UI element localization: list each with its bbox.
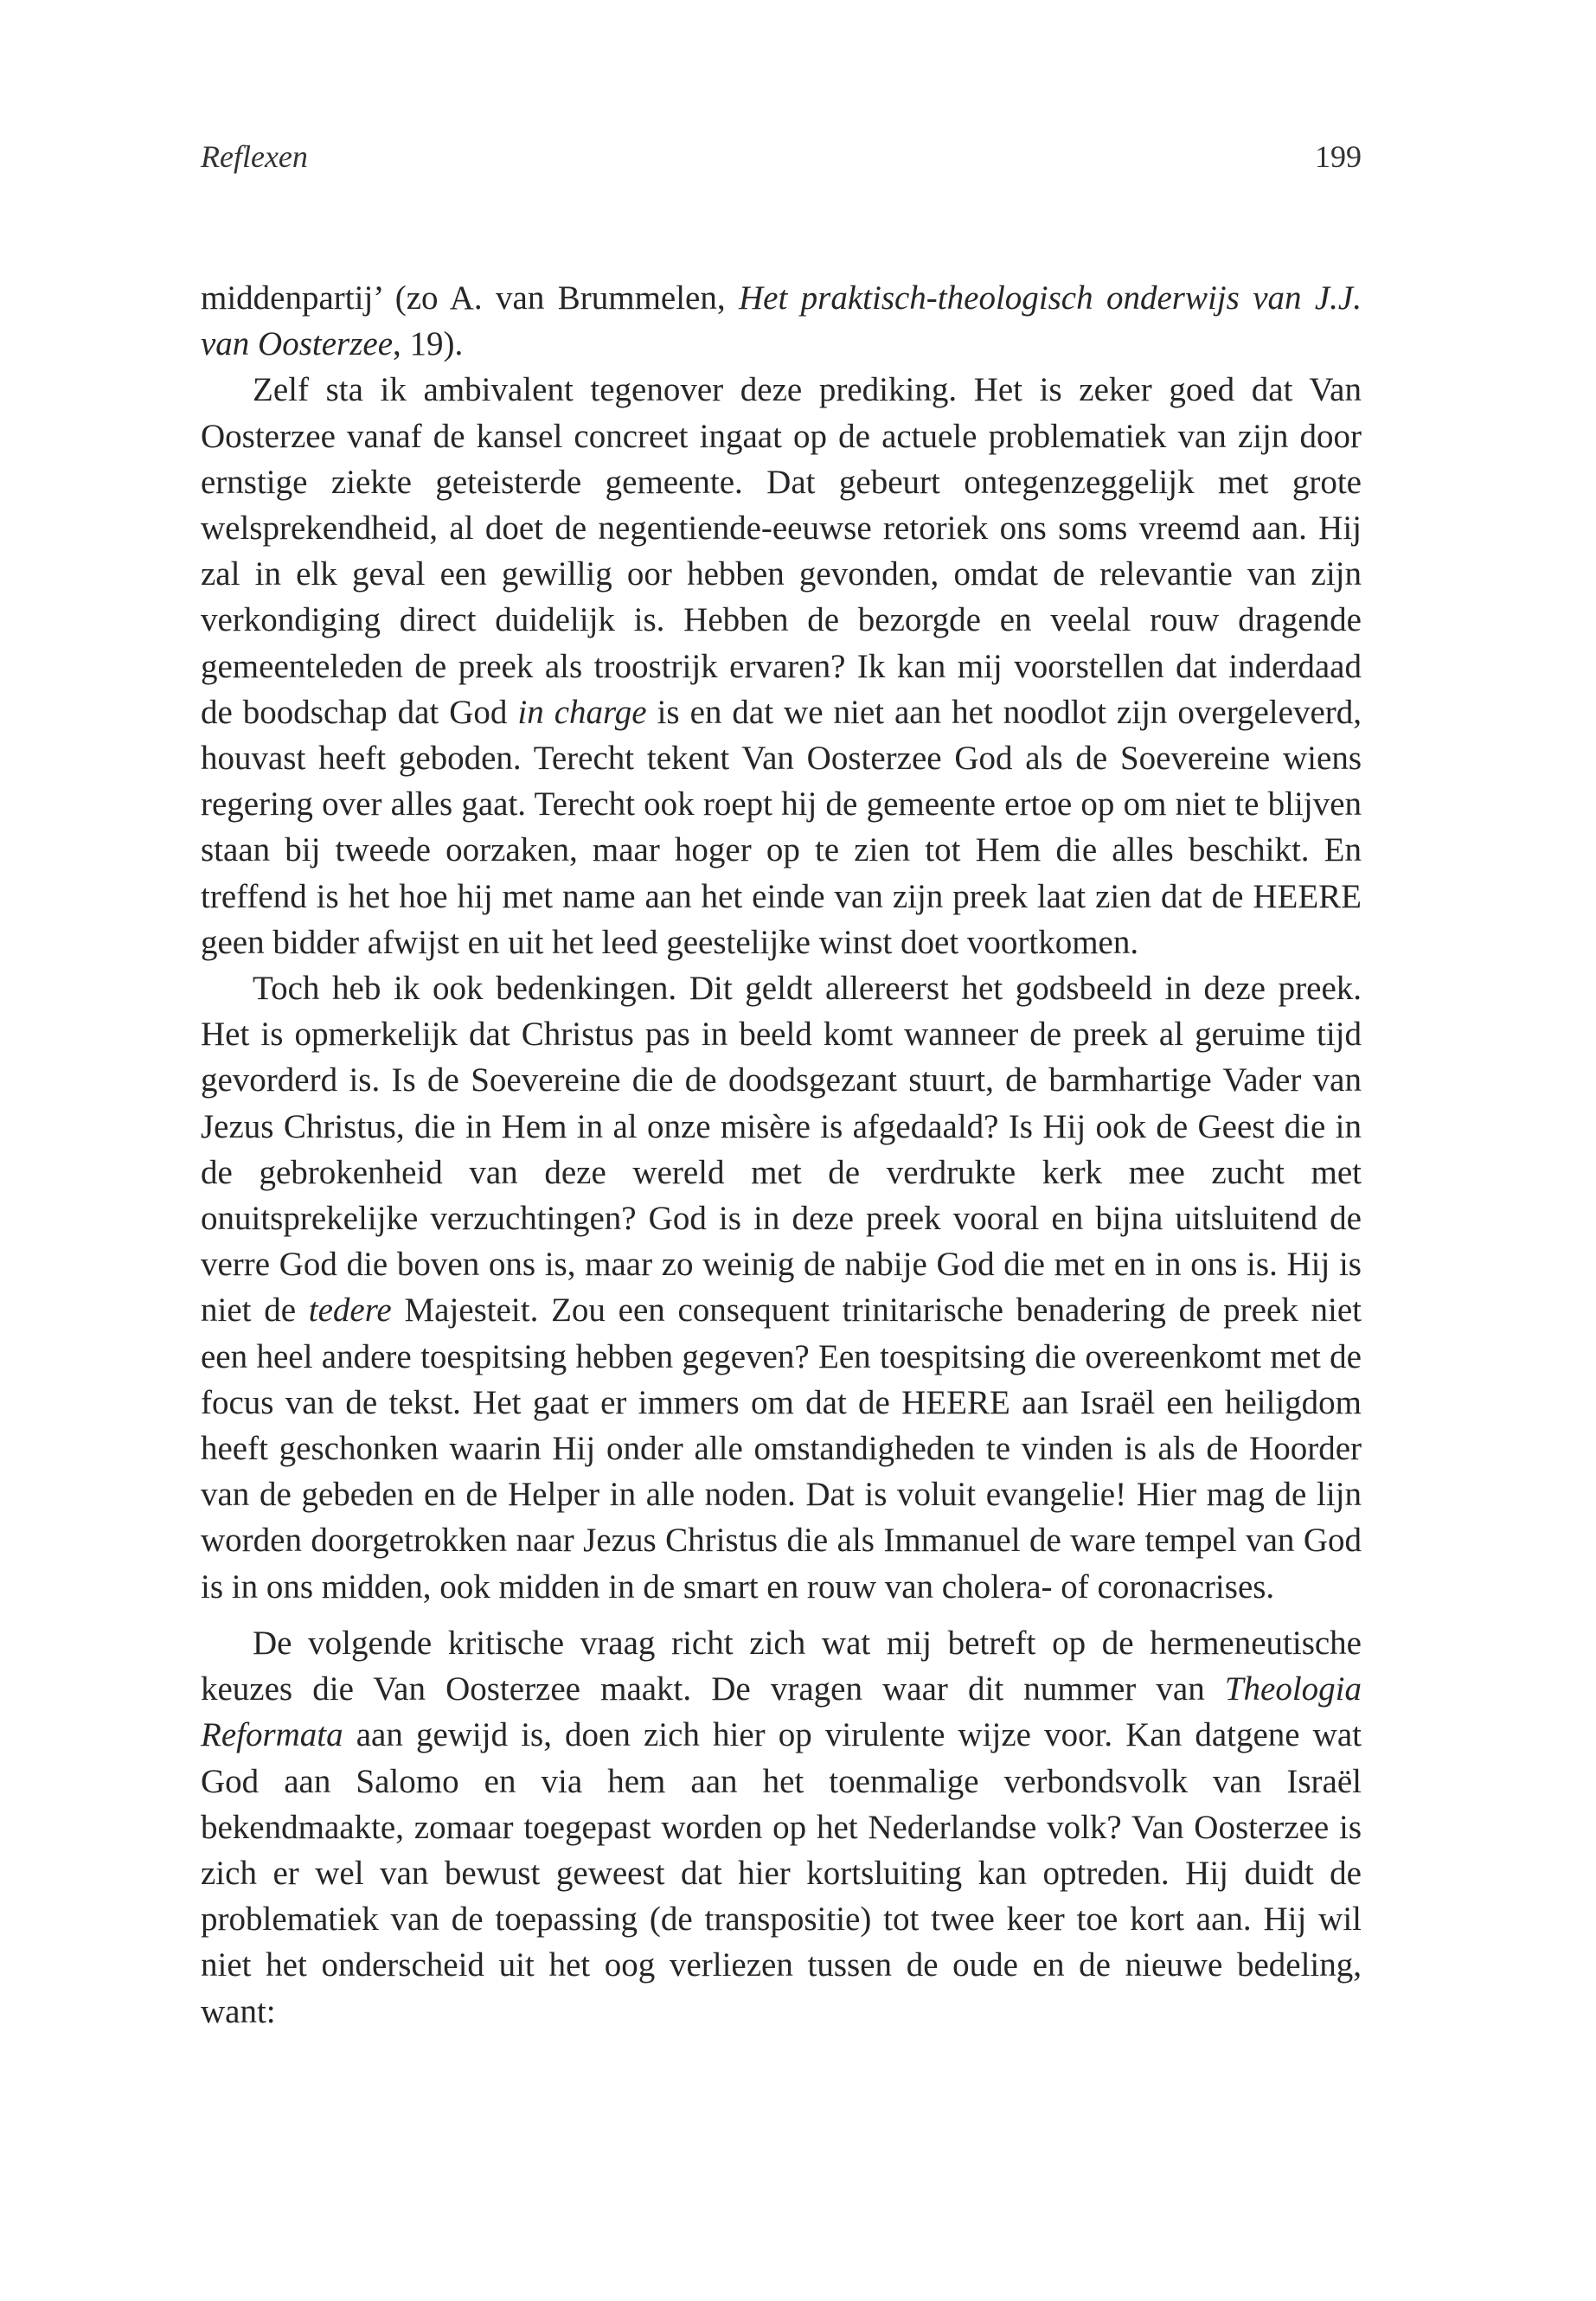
paragraph-2-text-c: is en dat we niet aan het noodlot zijn overgeleverd, houvast heeft geboden. Terecht tekent Van Oosterzee God als de Soevereine wiens regering over alles gaat. Terecht ook roept hij de gemeente ertoe op om niet te blijven staan bij tweede oorzaken, maar hoger op te zien tot Hem die alles beschikt. En treffend is het hoe hij met name aan het einde van zijn preek laat zien dat de HEERE geen bidder afwijst en uit het leed geestelijke winst doet voortkomen.: [201, 693, 1362, 961]
paragraph-1-italic: Het praktisch-theologisch onderwijs van J.J. van Oosterzee: [201, 279, 1362, 363]
paragraph-4-italic: Theologia Reformata: [201, 1670, 1362, 1754]
body-text: [201, 275, 1362, 2035]
paragraph-2-italic: in charge: [517, 693, 647, 731]
running-title: Reflexen: [201, 139, 308, 174]
paragraph-3-italic: tedere: [308, 1292, 392, 1330]
running-header: [201, 138, 1362, 182]
paragraph-3-text-c: Majesteit. Zou een consequent trinitarische benadering de preek niet een heel andere toespitsing hebben gegeven? Een toespitsing die overeenkomt met de focus van de tekst. Het gaat er immers om dat de HEERE aan Israël een heiligdom heeft geschonken waarin Hij onder alle omstandigheden te vinden is als de Hoorder van de gebeden en de Helper in alle noden. Dat is voluit evangelie! Hier mag de lijn worden doorgetrokken naar Jezus Christus die als Immanuel de ware tempel van God is in ons midden, ook midden in de smart en rouw van cholera- of coronacrises.: [201, 1292, 1362, 1606]
paragraph-2: [201, 367, 1362, 965]
paragraph-1-text-c: , 19).: [393, 325, 464, 363]
paragraph-3-text-a: Toch heb ik ook bedenkingen. Dit geldt allereerst het godsbeeld in deze preek. Het is opmerkelijk dat Christus pas in beeld komt wanneer de preek al geruime tijd gevorderd is. Is de Soevereine die de doodsgezant stuurt, de barmhartige Vader van Jezus Christus, die in Hem in al onze misère is afgedaald? Is Hij ook de Geest die in de gebrokenheid van deze wereld met de verdrukte kerk mee zucht met onuitsprekelijke verzuchtingen? God is in deze preek vooral en bijna uitsluitend de verre God die boven ons is, maar zo weinig de nabije God die met en in ons is. Hij is niet de: [201, 970, 1362, 1330]
paragraph-4-text-c: aan gewijd is, doen zich hier op virulente wijze voor. Kan datgene wat God aan Salomo en via hem aan het toenmalige verbondsvolk van Israël bekendmaakte, zomaar toegepast worden op het Nederlandse volk? Van Oosterzee is zich er wel van bewust geweest dat hier kortsluiting kan optreden. Hij duidt de problematiek van de toepassing (de transpositie) tot twee keer toe kort aan. Hij wil niet het onderscheid uit het oog verliezen tussen de oude en de nieuwe bedeling, want:: [201, 1716, 1362, 2030]
paragraph-4: [201, 1620, 1362, 2035]
paragraph-1: [201, 275, 1362, 367]
page-number: 199: [1315, 139, 1362, 174]
paragraph-1-text-a: middenpartij’ (zo A. van Brummelen,: [201, 279, 739, 317]
paragraph-3: [201, 965, 1362, 1610]
paragraph-4-text-a: De volgende kritische vraag richt zich wat mij betreft op de hermeneutische keuzes die Van Oosterzee maakt. De vragen waar dit nummer van: [201, 1624, 1362, 1708]
paragraph-2-text-a: Zelf sta ik ambivalent tegenover deze prediking. Het is zeker goed dat Van Oosterzee vanaf de kansel concreet ingaat op de actuele problematiek van zijn door ernstige ziekte geteisterde gemeente. Dat gebeurt ontegenzeggelijk met grote welsprekendheid, al doet de negentiende-eeuwse retoriek ons soms vreemd aan. Hij zal in elk geval een gewillig oor hebben gevonden, omdat de relevantie van zijn verkondiging direct duidelijk is. Hebben de bezorgde en veelal rouw dragende gemeenteleden de preek als troostrijk ervaren? Ik kan mij voorstellen dat inderdaad de boodschap dat God: [201, 371, 1362, 731]
